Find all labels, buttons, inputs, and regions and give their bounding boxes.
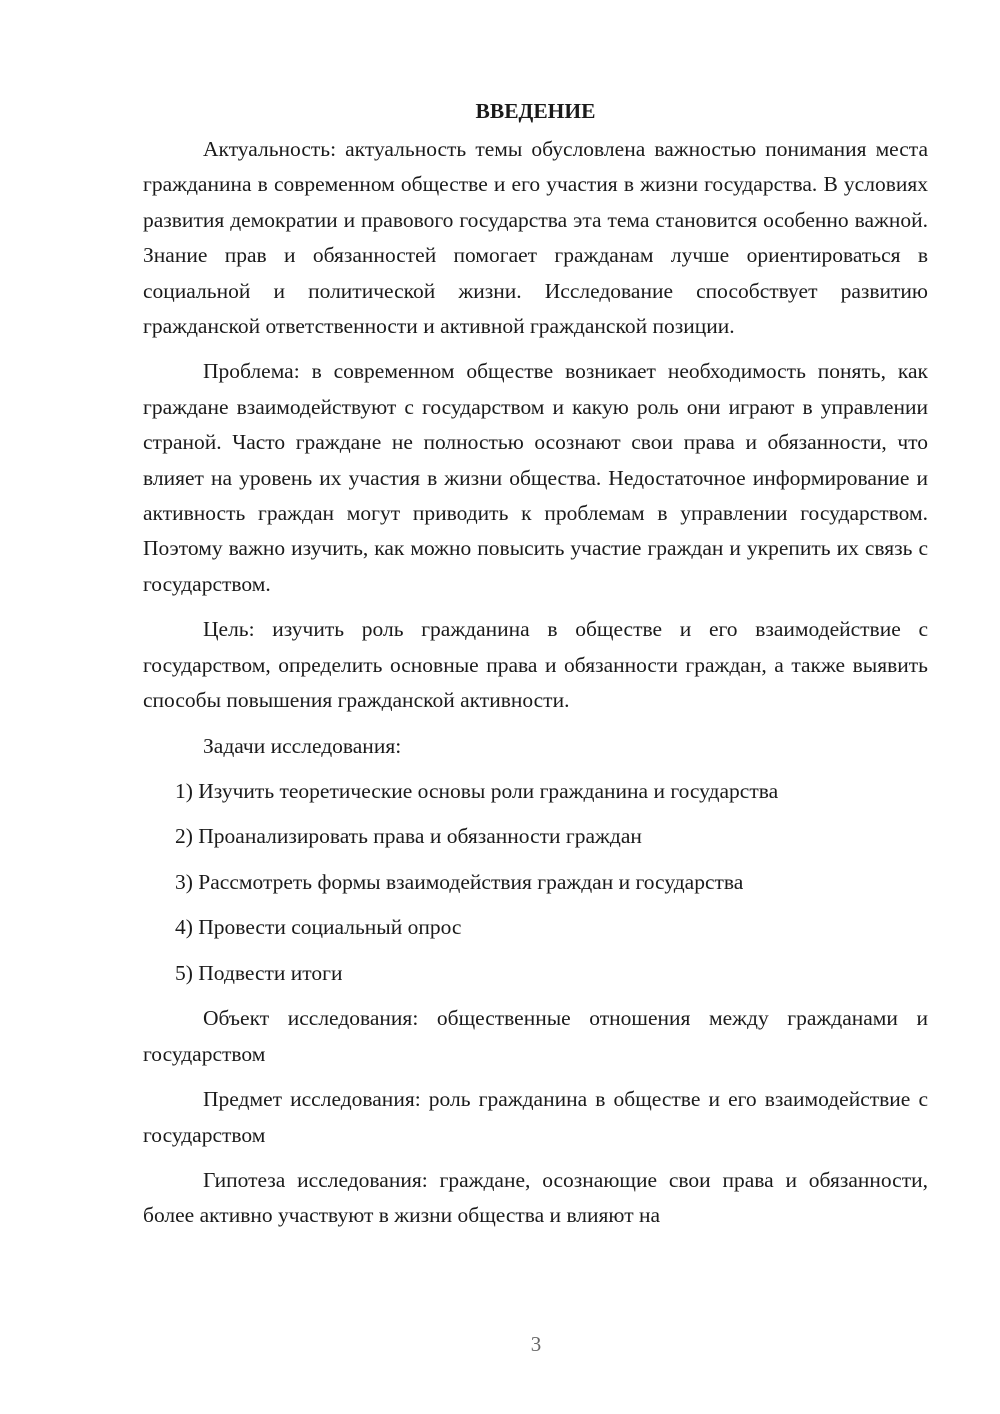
task-item: 5) Подвести итоги [175, 960, 343, 985]
hypothesis-paragraph: Гипотеза исследования: граждане, осознающие свои права и обязанности, более активно участвуют в жизни общества и влияют на [143, 1168, 928, 1228]
tasks-list [143, 774, 928, 991]
object-paragraph: Объект исследования: общественные отношения между гражданами и государством [143, 1006, 928, 1066]
task-item: 4) Провести социальный опрос [175, 915, 462, 940]
subject-paragraph: Предмет исследования: роль гражданина в обществе и его взаимодействие с государством [143, 1087, 928, 1147]
relevance-paragraph: Актуальность: актуальность темы обусловлена важностью понимания места гражданина в современном обществе и его участия в жизни государства. В условиях развития демократии и правового государства эта тема становится особенно важной. Знание прав и обязанностей помогает гражданам лучше ориентироваться в социальной и политической жизни. Исследование способствует развитию гражданской ответственности и активной гражданской позиции. [143, 137, 928, 339]
problem-paragraph: Проблема: в современном обществе возникает необходимость понять, как граждане взаимодействуют с государством и какую роль они играют в управлении страной. Часто граждане не полностью осознают свои права и обязанности, что влияет на уровень их участия в жизни общества. Недостаточное информирование и активность граждан могут приводить к проблемам в управлении государством. Поэтому важно изучить, как можно повысить участие граждан и укрепить их связь с государством. [143, 359, 928, 596]
page-number: 3 [530, 1332, 542, 1356]
task-item: 1) Изучить теоретические основы роли гражданина и государства [175, 778, 779, 803]
page-content [143, 92, 928, 1244]
goal-paragraph: Цель: изучить роль гражданина в обществе и его взаимодействие с государством, определить основные права и обязанности граждан, а также выявить способы повышения гражданской активности. [143, 617, 928, 713]
task-item: 2) Проанализировать права и обязанности граждан [175, 824, 642, 849]
task-item: 3) Рассмотреть формы взаимодействия граждан и государства [175, 869, 744, 894]
tasks-heading: Задачи исследования: [203, 733, 402, 758]
section-heading: ВВЕДЕНИЕ [475, 99, 596, 123]
